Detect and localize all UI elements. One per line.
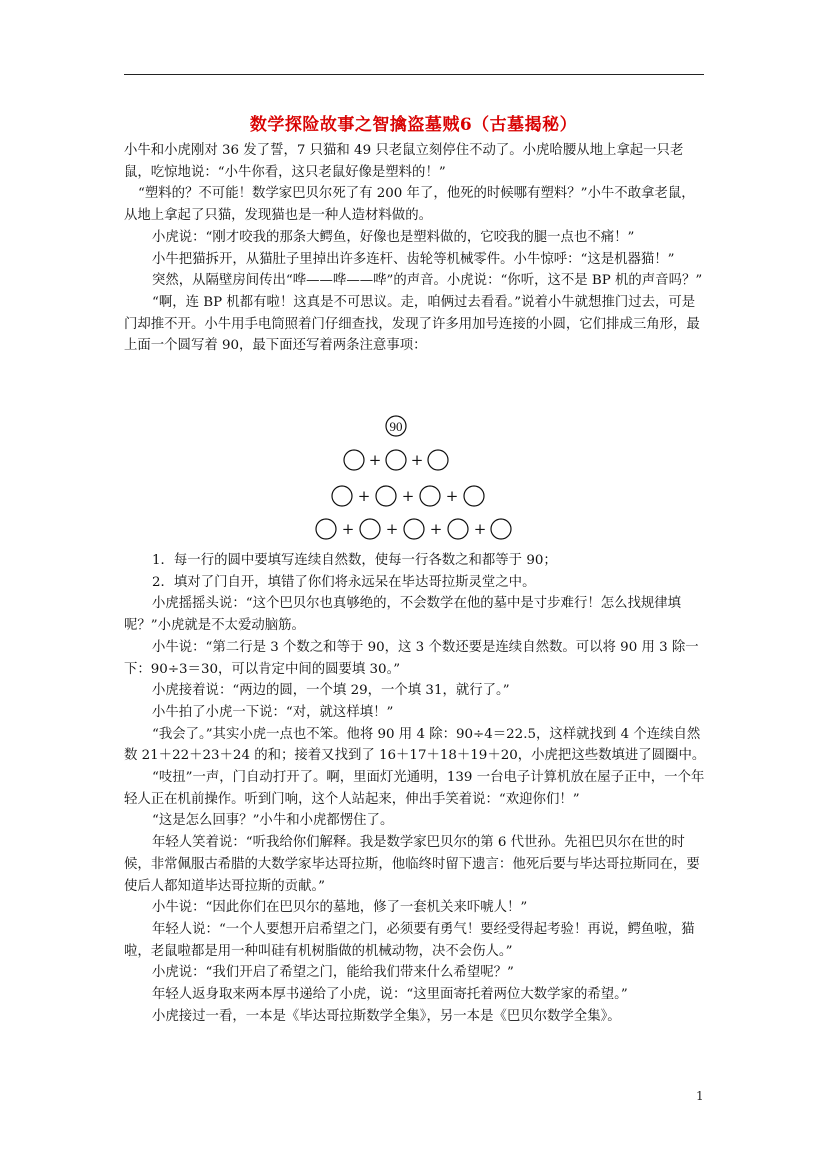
circle-triangle-figure (314, 412, 514, 546)
circle (316, 519, 336, 539)
paragraph: 小牛拍了小虎一下说：“对，就这样填！” (152, 704, 394, 720)
paragraph: 年轻人笑着说：“听我给你们解释。我是数学家巴贝尔的第 6 代世孙。先祖巴贝尔在世的时候，非常佩服古希腊的大数学家毕达哥拉斯，他临终时留下遗言：他死后要与毕达哥拉斯同在，要使后人都知道毕达哥拉斯的贡献。” (124, 835, 700, 894)
header-rule (124, 74, 704, 75)
circle (360, 519, 380, 539)
paragraph: “这是怎么回事？”小牛和小虎都愣住了。 (152, 813, 394, 829)
paragraph: 小牛把猫拆开，从猫肚子里掉出许多连杆、齿轮等机械零件。小牛惊呼：“这是机器猫！” (152, 251, 675, 267)
document-title: 数学探险故事之智擒盗墓贼6（古墓揭秘） (249, 115, 578, 135)
rule-item: 1．每一行的圆中要填写连续自然数，使每一行各数之和都等于 90； (152, 553, 557, 568)
plus-sign: + (445, 487, 459, 505)
paragraph: 小虎接着说：“两边的圆，一个填 29，一个填 31，就行了。” (152, 683, 510, 699)
paragraph: 小虎说：“刚才咬我的那条大鳄鱼，好像也是塑料做的，它咬我的腿一点也不痛！” (152, 229, 635, 245)
paragraph: 年轻人返身取来两本厚书递给了小虎，说：“这里面寄托着两位大数学家的希望。” (152, 987, 628, 1003)
circle (448, 519, 468, 539)
circle (386, 450, 406, 470)
body-upper (124, 140, 706, 357)
paragraph: 年轻人说：“一个人要想开启希望之门，必须要有勇气！要经受得起考验！再说，鳄鱼啦，猫啦，老鼠啦都是用一种叫硅有机树脂做的机械动物，决不会伤人。” (124, 921, 695, 959)
plus-sign: + (385, 520, 399, 538)
circle (344, 450, 364, 470)
paragraph: “吱扭”一声，门自动打开了。啊，里面灯光通明，139 一台电子计算机放在屋子正中，一个年轻人正在机前操作。听到门响，这个人站起来，伸出手笑着说：“欢迎你们！” (124, 770, 705, 807)
plus-sign: + (357, 487, 371, 505)
paragraph: 小虎接过一看，一本是《毕达哥拉斯数学全集》，另一本是《巴贝尔数学全集》。 (152, 1008, 621, 1024)
paragraph: “我会了。”其实小虎一点也不笨。他将 90 用 4 除：90÷4＝22.5，这样就找到 4 个连续自然数 21＋22＋23＋24 的和；接着又找到了 16＋17＋18＋19＋20，小虎把这些数填进了圆圈中。 (124, 726, 706, 764)
row-3 (332, 486, 484, 506)
circle-top-value: 90 (389, 419, 403, 434)
row-2 (344, 450, 448, 470)
circle (332, 486, 352, 506)
circle (420, 486, 440, 506)
paragraph: “啊，连 BP 机都有啦！这真是不可思议。走，咱俩过去看看。”说着小牛就想推门过去，可是门却推不开。小牛用手电筒照着门仔细查找，发现了许多用加号连接的小圆，它们排成三角形，最上面一个圆写着 90，最下面还写着两条注意事项： (124, 294, 700, 354)
row-1 (386, 416, 406, 436)
paragraph: 小牛和小虎刚对 36 发了誓，7 只猫和 49 只老鼠立刻停住不动了。小虎哈腰从地上拿起一只老鼠，吃惊地说：“小牛你看，这只老鼠好像是塑料的！” (124, 143, 684, 180)
plus-sign: + (341, 520, 355, 538)
plus-sign: + (368, 451, 382, 469)
plus-sign: + (401, 487, 415, 505)
paragraph: 突然，从隔壁房间传出“哗——哗——哗”的声音。小虎说：“你听，这不是 BP 机的声音吗？” (152, 273, 703, 289)
circle (376, 486, 396, 506)
paragraph: 小虎说：“我们开启了希望之门，能给我们带来什么希望呢？” (152, 965, 514, 981)
paragraph: 小牛说：“第二行是 3 个数之和等于 90，这 3 个数还要是连续自然数。可以将 90 用 3 除一下：90÷3＝30，可以肯定中间的圆要填 30。” (124, 639, 699, 677)
paragraph: 小牛说：“因此你们在巴贝尔的墓地，修了一套机关来吓唬人！” (152, 900, 528, 916)
paragraph: 小虎摇摇头说：“这个巴贝尔也真够绝的，不会数学在他的墓中是寸步难行！怎么找规律填呢？”小虎就是不太爱动脑筋。 (124, 596, 682, 634)
rule-item: 2．填对了门自开，填错了你们将永远呆在毕达哥拉斯灵堂之中。 (152, 574, 536, 590)
plus-sign: + (410, 451, 424, 469)
circle (464, 486, 484, 506)
circle (491, 519, 511, 539)
plus-sign: + (473, 520, 487, 538)
circle-triangle-svg (314, 412, 514, 546)
page-number: 1 (696, 1089, 704, 1103)
body-lower (124, 550, 706, 1027)
paragraph: “塑料的？不可能！数学家巴贝尔死了有 200 年了，他死的时候哪有塑料？”小牛不敢拿老鼠，从地上拿起了只猫，发现猫也是一种人造材料做的。 (124, 186, 695, 224)
row-4 (316, 519, 511, 539)
circle (404, 519, 424, 539)
circle (428, 450, 448, 470)
plus-sign: + (429, 520, 443, 538)
